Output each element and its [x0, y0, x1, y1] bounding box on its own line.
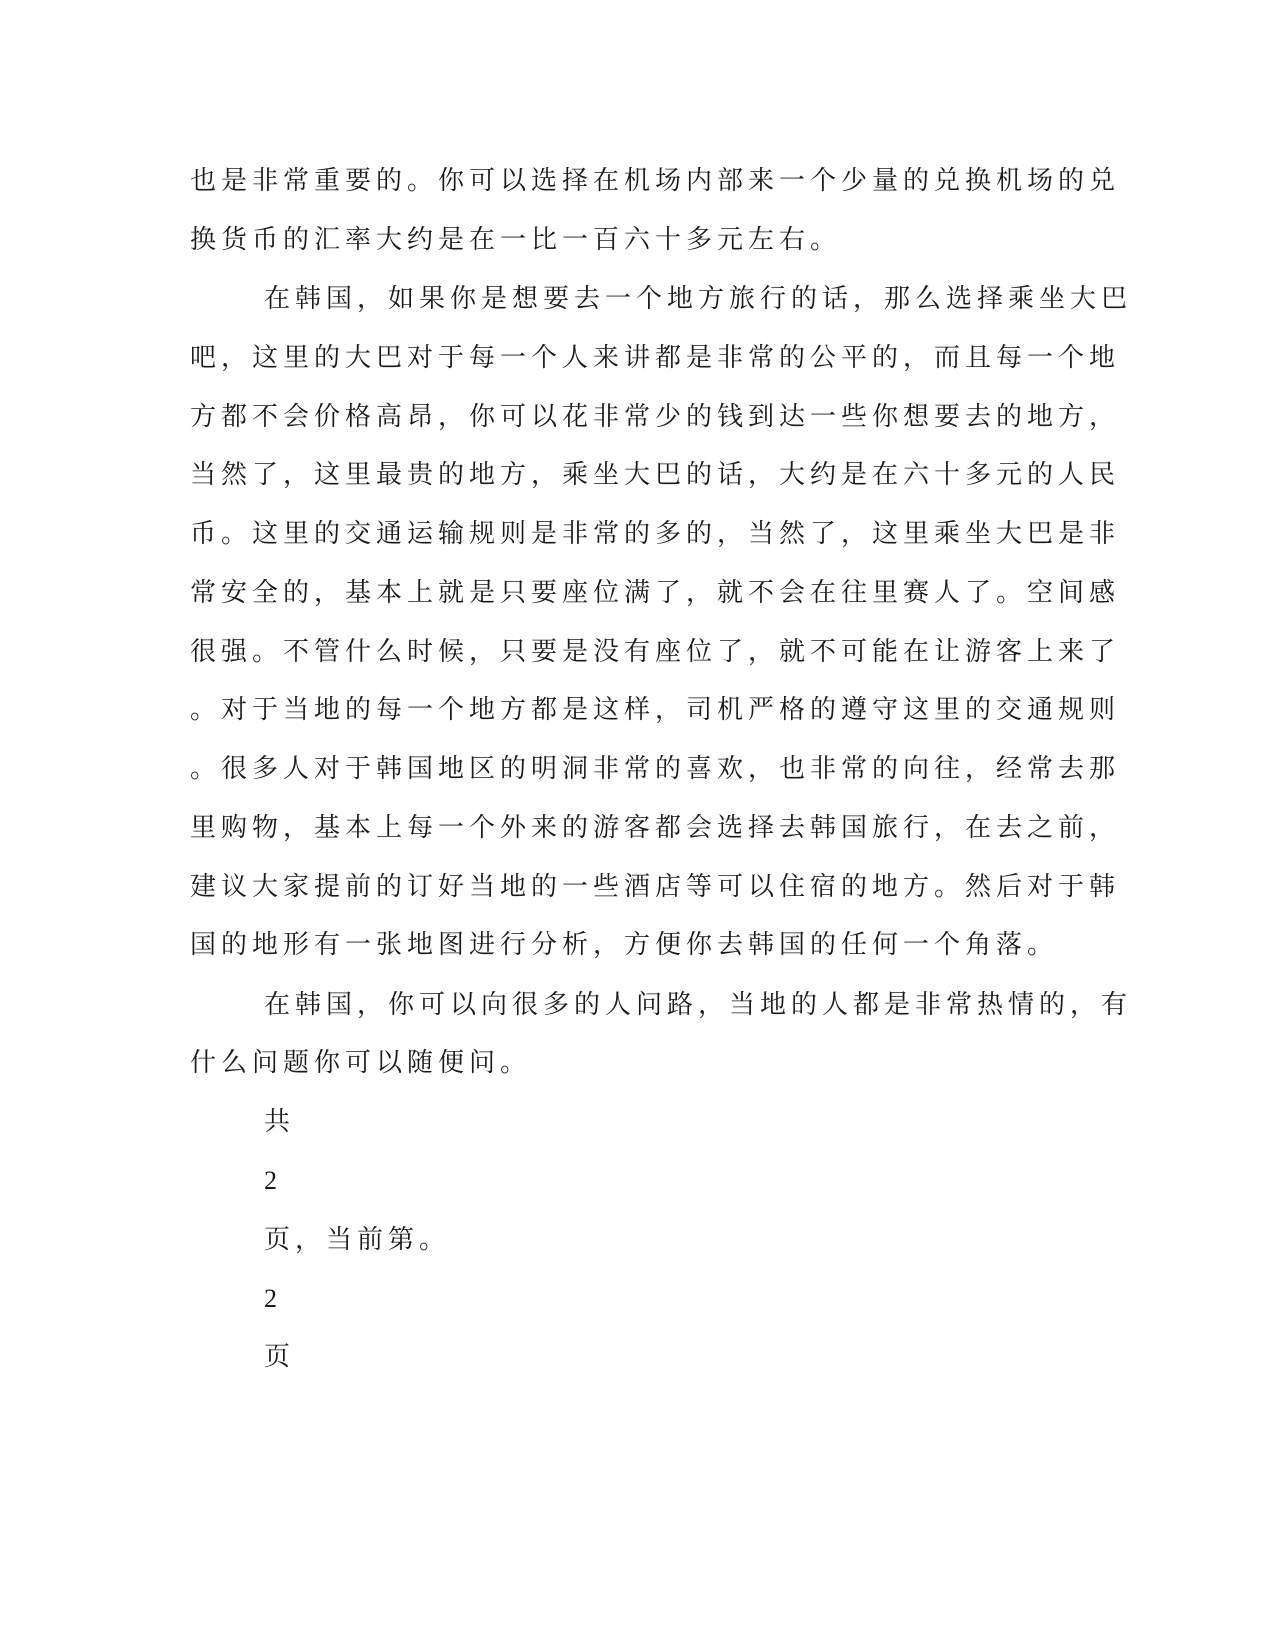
- page-footer-total-count: 2: [264, 1166, 277, 1195]
- page-footer-current-label: 页，当前第。: [264, 1225, 451, 1255]
- body-line: 建议大家提前的订好当地的一些酒店等可以住宿的地方。然后对于韩: [190, 872, 1121, 902]
- body-line: 当然了，这里最贵的地方，乘坐大巴的话，大约是在六十多元的人民: [190, 460, 1121, 490]
- body-line: 吧，这里的大巴对于每一个人来讲都是非常的公平的，而且每一个地: [190, 343, 1121, 373]
- body-line: 方都不会价格高昂，你可以花非常少的钱到达一些你想要去的地方，: [190, 402, 1121, 432]
- page-footer-current-number: 2: [264, 1284, 277, 1313]
- body-line: 。对于当地的每一个地方都是这样，司机严格的遵守这里的交通规则: [190, 695, 1121, 725]
- body-line: 里购物，基本上每一个外来的游客都会选择去韩国旅行，在去之前，: [190, 813, 1121, 843]
- page-footer-page-label: 页: [264, 1342, 296, 1372]
- body-line: 也是非常重要的。你可以选择在机场内部来一个少量的兑换机场的兑: [190, 166, 1121, 196]
- page-footer-total-label: 共: [264, 1107, 296, 1137]
- body-line: 。很多人对于韩国地区的明洞非常的喜欢，也非常的向往，经常去那: [190, 754, 1121, 784]
- paragraph-start-line: 在韩国，你可以向很多的人问路，当地的人都是非常热情的，有: [264, 990, 1133, 1020]
- paragraph-start-line: 在韩国，如果你是想要去一个地方旅行的话，那么选择乘坐大巴: [264, 284, 1133, 314]
- body-line: 什么问题你可以随便问。: [190, 1048, 532, 1078]
- body-line: 币。这里的交通运输规则是非常的多的，当然了，这里乘坐大巴是非: [190, 519, 1121, 549]
- body-line: 很强。不管什么时候，只要是没有座位了，就不可能在让游客上来了: [190, 637, 1121, 667]
- body-line: 国的地形有一张地图进行分析，方便你去韩国的任何一个角落。: [190, 930, 1059, 960]
- body-line: 常安全的，基本上就是只要座位满了，就不会在往里赛人了。空间感: [190, 578, 1121, 608]
- body-line: 换货币的汇率大约是在一比一百六十多元左右。: [190, 225, 842, 255]
